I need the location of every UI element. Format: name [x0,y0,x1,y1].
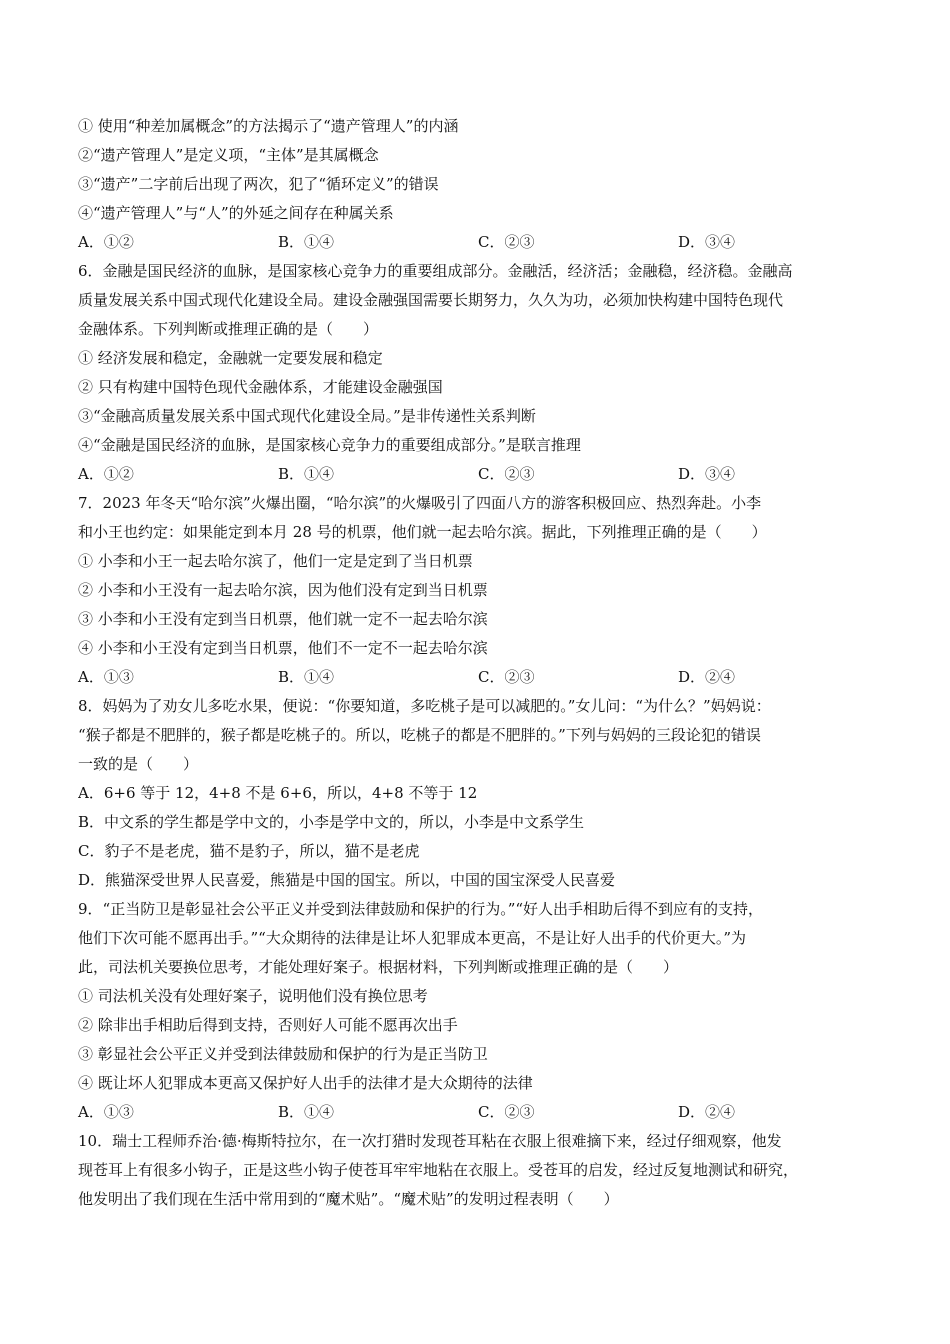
question-8 [78,692,888,895]
question-6 [78,257,888,489]
option-c: C．②③ [478,465,535,483]
question-stem: 现苍耳上有很多小钩子，正是这些小钩子使苍耳牢牢地粘在衣服上。受苍耳的启发，经过反复地测试和研究， [78,1161,799,1179]
answer-options [78,1098,888,1127]
option-d: D．③④ [678,233,736,251]
option-d: D．②④ [678,668,736,686]
question-stem: 7．2023 年冬天“哈尔滨”火爆出圈，“哈尔滨”的火爆吸引了四面八方的游客积极回应、热烈奔赴。小李 [78,494,762,512]
question-stem: 金融体系。下列判断或推理正确的是（ ） [78,320,379,338]
option-a: A．①② [78,465,134,483]
answer-options [78,663,888,692]
statement-item: ① 使用“种差加属概念”的方法揭示了“遗产管理人”的内涵 [78,117,459,135]
statement-item: ②“遗产管理人”是定义项，“主体”是其属概念 [78,146,379,164]
statement-item: ④ 小李和小王没有定到当日机票，他们不一定不一起去哈尔滨 [78,639,488,657]
question-stem: 此，司法机关要换位思考，才能处理好案子。根据材料，下列判断或推理正确的是（ ） [78,958,679,976]
question-stem: 一致的是（ ） [78,755,199,773]
statement-item: ② 只有构建中国特色现代金融体系，才能建设金融强国 [78,378,443,396]
statement-item: ③“金融高质量发展关系中国式现代化建设全局。”是非传递性关系判断 [78,407,536,425]
option-d: D．③④ [678,465,736,483]
choice-d: D．熊猫深受世界人民喜爱，熊猫是中国的国宝。所以，中国的国宝深受人民喜爱 [78,871,616,889]
option-b: B．①④ [278,1103,335,1121]
statement-item: ④ 既让坏人犯罪成本更高又保护好人出手的法律才是大众期待的法律 [78,1074,533,1092]
answer-options [78,460,888,489]
question-stem: 他们下次可能不愿再出手。”“大众期待的法律是让坏人犯罪成本更高，不是让好人出手的代价更大。”为 [78,929,747,947]
option-c: C．②③ [478,233,535,251]
question-stem: 6．金融是国民经济的血脉，是国家核心竞争力的重要组成部分。金融活，经济活；金融稳，经济稳。金融高 [78,262,793,280]
statement-item: ③ 彰显社会公平正义并受到法律鼓励和保护的行为是正当防卫 [78,1045,488,1063]
option-b: B．①④ [278,233,335,251]
question-stem: “猴子都是不肥胖的，猴子都是吃桃子的。所以，吃桃子的都是不肥胖的。”下列与妈妈的三段论犯的错误 [78,726,761,744]
option-a: A．①③ [78,668,134,686]
question-10 [78,1127,888,1214]
choice-a: A．6+6 等于 12，4+8 不是 6+6，所以，4+8 不等于 12 [78,784,478,802]
choice-b: B．中文系的学生都是学中文的，小李是学中文的，所以，小李是中文系学生 [78,813,585,831]
question-stem: 10．瑞士工程师乔治·德·梅斯特拉尔，在一次打猎时发现苍耳粘在衣服上很难摘下来，经过仔细观察，他发 [78,1132,782,1150]
statement-item: ① 司法机关没有处理好案子，说明他们没有换位思考 [78,987,428,1005]
statement-item: ① 经济发展和稳定，金融就一定要发展和稳定 [78,349,383,367]
statement-item: ④“金融是国民经济的血脉，是国家核心竞争力的重要组成部分。”是联言推理 [78,436,581,454]
statement-item: ② 小李和小王没有一起去哈尔滨，因为他们没有定到当日机票 [78,581,488,599]
statement-item: ④“遗产管理人”与“人”的外延之间存在种属关系 [78,204,394,222]
option-d: D．②④ [678,1103,736,1121]
option-a: A．①③ [78,1103,134,1121]
statement-item: ② 除非出手相助后得到支持，否则好人可能不愿再次出手 [78,1016,458,1034]
exam-page [78,112,888,1214]
option-a: A．①② [78,233,134,251]
option-b: B．①④ [278,668,335,686]
question-9 [78,895,888,1127]
option-b: B．①④ [278,465,335,483]
question-5 [78,112,888,257]
question-7 [78,489,888,692]
choice-c: C．豹子不是老虎，猫不是豹子，所以，猫不是老虎 [78,842,420,860]
question-stem: 8．妈妈为了劝女儿多吃水果，便说：“你要知道，多吃桃子是可以减肥的。”女儿问：“为什么？”妈妈说： [78,697,771,715]
statement-item: ① 小李和小王一起去哈尔滨了，他们一定是定到了当日机票 [78,552,473,570]
statement-item: ③ 小李和小王没有定到当日机票，他们就一定不一起去哈尔滨 [78,610,488,628]
question-stem: 质量发展关系中国式现代化建设全局。建设金融强国需要长期努力，久久为功，必须加快构建中国特色现代 [78,291,784,309]
question-stem: 和小王也约定：如果能定到本月 28 号的机票，他们就一起去哈尔滨。据此，下列推理正确的是（ ） [78,523,767,541]
statement-item: ③“遗产”二字前后出现了两次，犯了“循环定义”的错误 [78,175,439,193]
option-c: C．②③ [478,1103,535,1121]
question-stem: 9．“正当防卫是彰显社会公平正义并受到法律鼓励和保护的行为。”“好人出手相助后得不到应有的支持， [78,900,764,918]
question-stem: 他发明出了我们现在生活中常用到的“魔术贴”。“魔术贴”的发明过程表明（ ） [78,1190,619,1208]
option-c: C．②③ [478,668,535,686]
answer-options [78,228,888,257]
